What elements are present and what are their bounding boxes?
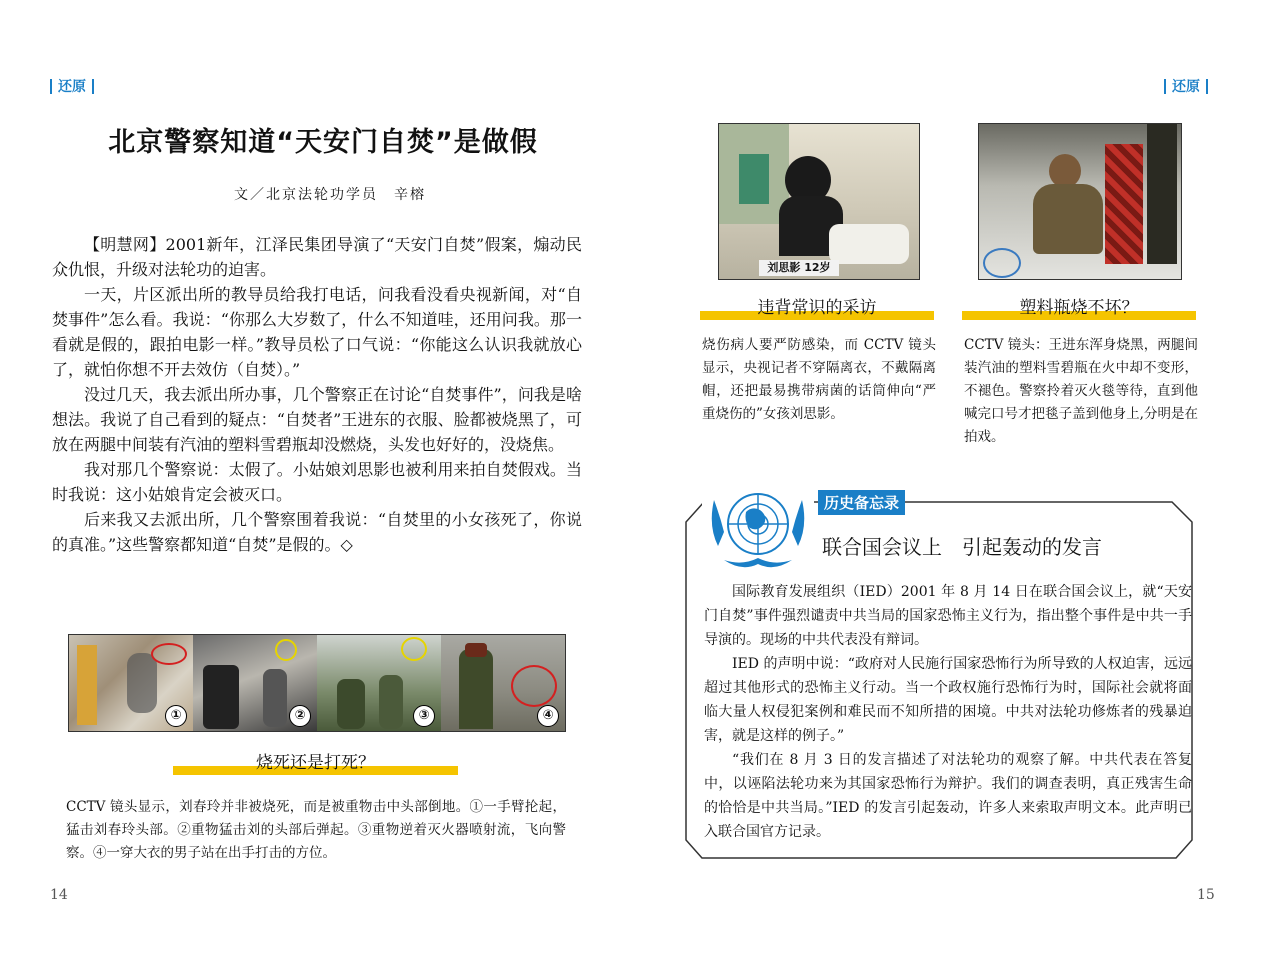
photo2-caption: CCTV 镜头：王进东浑身烧黑，两腿间装汽油的塑料雪碧瓶在火中却不变形，不褪色。警察拎着灭火毯等待，直到他喊完口号才把毯子盖到他身上,分明是在拍戏。	[964, 337, 1198, 445]
photo1-title: 违背常识的采访	[757, 298, 877, 318]
photo-interview	[718, 123, 920, 280]
memo-title: 联合国会议上 引起轰动的发言	[822, 535, 1102, 559]
photo-overlay-label: 刘思影 12岁	[759, 260, 839, 276]
photo-number: ①	[165, 705, 187, 727]
memo-tag: 历史备忘录	[818, 490, 905, 515]
photo1-caption: 烧伤病人要严防感染，而 CCTV 镜头显示，央视记者不穿隔离衣，不戴隔离帽，还把最易携带病菌的话筒伸向“严重烧伤的”女孩刘思影。	[702, 337, 936, 422]
article-paragraph: 【明慧网】2001新年，江泽民集团导演了“天安门自焚”假案，煽动民众仇恨，升级对法轮功的迫害。	[52, 235, 582, 279]
section-tag-right	[1164, 76, 1208, 96]
section-tag-left	[50, 76, 94, 96]
highlight-circle	[151, 643, 187, 665]
article-headline: 北京警察知道“天安门自焚”是做假	[108, 127, 538, 158]
photo-burning-man	[978, 123, 1182, 280]
highlight-circle	[511, 665, 557, 707]
article-body	[52, 232, 582, 557]
memo-body	[704, 580, 1192, 844]
strip-photo-4	[441, 635, 565, 731]
highlight-circle	[275, 639, 297, 661]
un-emblem-icon	[702, 476, 814, 576]
section-tag-label: 还原	[58, 79, 86, 95]
photo-number: ③	[413, 705, 435, 727]
page-number-left: 14	[50, 887, 68, 903]
highlight-circle	[401, 637, 427, 661]
page-number-right: 15	[1197, 887, 1215, 903]
photo2-title: 塑料瓶烧不坏？	[1019, 298, 1139, 318]
photo-strip	[68, 634, 566, 732]
strip-photo-2	[193, 635, 319, 731]
memo-paragraph: “我们在 8 月 3 日的发言描述了对法轮功的观察了解。中共代表在答复中，以诬陷法轮功来为其国家恐怖行为辩护。我们的调查表明，真正残害生命的恰恰是中共当局。”IED 的发言引起轰动，许多人来索取声明文本。此声明已入联合国官方记录。	[704, 752, 1192, 840]
photo-number: ④	[537, 705, 559, 727]
article-paragraph: 我对那几个警察说：太假了。小姑娘刘思影也被利用来拍自焚假戏。当时我说：这小姑娘肯定会被灭口。	[52, 460, 582, 504]
memo-paragraph: 国际教育发展组织（IED）2001 年 8 月 14 日在联合国会议上，就“天安门自焚”事件强烈谴责中共当局的国家恐怖主义行为，指出整个事件是中共一手导演的。现场的中共代表没有辩词。	[704, 584, 1192, 648]
memo-paragraph: IED 的声明中说：“政府对人民施行国家恐怖行为所导致的人权迫害，远远超过其他形式的恐怖主义行动。当一个政权施行恐怖行为时，国际社会就将面临大量人权侵犯案例和难民而不知所措的困境。中共对法轮功修炼者的残暴迫害，就是这样的例子。”	[704, 656, 1192, 744]
article-byline: 文／北京法轮功学员 辛榕	[234, 187, 426, 203]
article-paragraph: 一天，片区派出所的教导员给我打电话，问我看没看央视新闻，对“自焚事件”怎么看。我说：“你那么大岁数了，什么不知道哇，还用问我。那一看就是假的，跟拍电影一样。”教导员松了口气说：“你能这么认识我就放心了，就怕你想不开去效仿（自焚）。”	[52, 285, 582, 379]
article-paragraph: 后来我又去派出所，几个警察围着我说：“自焚里的小女孩死了，你说的真准。”这些警察都知道“自焚”是假的。◇	[52, 510, 582, 554]
strip-photo-1	[69, 635, 195, 731]
article-paragraph: 没过几天，我去派出所办事，几个警察正在讨论“自焚事件”，问我是啥想法。我说了自己看到的疑点：“自焚者”王进东的衣服、脸都被烧黑了，可放在两腿中间装有汽油的塑料雪碧瓶却没燃烧，头发也好好的，没烧焦。	[52, 385, 582, 454]
strip-photo-3	[317, 635, 443, 731]
strip-title: 烧死还是打死？	[256, 753, 375, 773]
strip-caption: CCTV 镜头显示，刘春玲并非被烧死，而是被重物击中头部倒地。①一手臂抡起，猛击刘春玲头部。②重物猛击刘的头部后弹起。③重物逆着灭火器喷射流，飞向警察。④一穿大衣的男子站在出手打击的方位。	[66, 799, 566, 861]
tv-logo	[983, 248, 1021, 278]
section-tag-label: 还原	[1172, 79, 1200, 95]
photo-number: ②	[289, 705, 311, 727]
